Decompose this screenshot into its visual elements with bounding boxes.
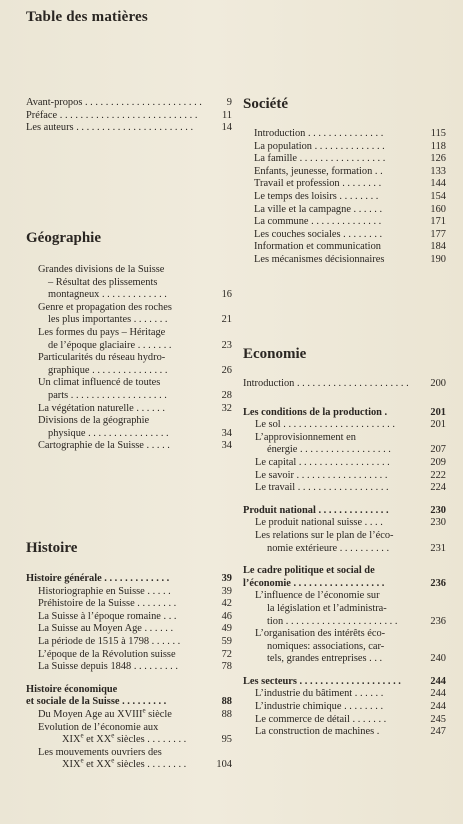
- toc-entry: Les mécanismes décisionnaires 190: [254, 253, 446, 265]
- toc-entry: La Suisse au Moyen Age . . . . . . 49: [38, 623, 232, 635]
- toc-entry: Préface . . . . . . . . . . . . . . . . . . . . . . . . . . . 11: [26, 109, 232, 121]
- societe-list: [254, 128, 446, 267]
- toc-entry: L’influence de l’économie sur la législation et l’administra- tion . . . . . . . . . . . . . . . . . . . . . . 236: [255, 590, 446, 627]
- secteurs-list: [243, 688, 446, 738]
- toc-entry: L’époque de la Révolution suisse 72: [38, 648, 232, 660]
- toc-entry: L’industrie du bâtiment . . . . . . 244: [255, 688, 446, 700]
- toc-entry: La construction de machines . 247: [255, 726, 446, 738]
- front-matter-list: [26, 97, 232, 135]
- toc-entry: La commune . . . . . . . . . . . . . . 171: [254, 216, 446, 228]
- toc-entry: La Suisse à l’époque romaine . . . 46: [38, 610, 232, 622]
- toc-entry: La période de 1515 à 1798 . . . . . . 59: [38, 635, 232, 647]
- toc-entry: Evolution de l’économie aux XIXe et XXe siècles . . . . . . . . 95: [38, 721, 232, 746]
- toc-subheading: Le cadre politique et social de l’économie . . . . . . . . . . . . . . . . . . 236: [243, 565, 446, 589]
- toc-entry: Le commerce de détail . . . . . . . 245: [255, 713, 446, 725]
- toc-entry: Les mouvements ouvriers des XIXe et XXe siècles . . . . . . . . 104: [38, 746, 232, 771]
- cadre-list: [243, 590, 446, 666]
- conditions-list: [243, 419, 446, 495]
- toc-entry: Grandes divisions de la Suisse – Résultat des plissements montagneux . . . . . . . . . . . . . 16: [38, 264, 232, 301]
- toc-entry: La famille . . . . . . . . . . . . . . . . . 126: [254, 153, 446, 165]
- toc-entry: Les couches sociales . . . . . . . . 177: [254, 228, 446, 240]
- geographie-list: [38, 264, 232, 453]
- toc-entry: Genre et propagation des roches les plus importantes . . . . . . . 21: [38, 301, 232, 326]
- section-heading-geographie: Géographie: [26, 230, 101, 246]
- toc-subheading: Produit national . . . . . . . . . . . . . . 230: [243, 504, 446, 516]
- toc-entry: Du Moyen Age au XVIIIe siècle 88: [38, 706, 232, 720]
- toc-entry: Un climat influencé de toutes parts . . . . . . . . . . . . . . . . . . . 28: [38, 377, 232, 401]
- toc-entry: Historiographie en Suisse . . . . . 39: [38, 585, 232, 597]
- toc-entry: La ville et la campagne . . . . . . 160: [254, 203, 446, 215]
- toc-entry: Les formes du pays – Héritage de l’époque glaciaire . . . . . . . 23: [38, 326, 232, 351]
- toc-subheading: Les conditions de la production . 201: [243, 406, 446, 418]
- section-heading-societe: Société: [243, 96, 288, 112]
- toc-entry: Le capital . . . . . . . . . . . . . . . . . . 209: [255, 456, 446, 468]
- section-heading-histoire: Histoire: [26, 540, 78, 556]
- page-title: Table des matières: [26, 9, 148, 25]
- toc-entry: Enfants, jeunesse, formation . . 133: [254, 165, 446, 177]
- toc-entry: Le sol . . . . . . . . . . . . . . . . . . . . . . 201: [255, 419, 446, 431]
- toc-entry: La Suisse depuis 1848 . . . . . . . . . 78: [38, 661, 232, 673]
- toc-entry: Préhistoire de la Suisse . . . . . . . . 42: [38, 598, 232, 610]
- toc-entry: L’approvisionnement en énergie . . . . . . . . . . . . . . . . . . 207: [255, 431, 446, 456]
- toc-entry: Le temps des loisirs . . . . . . . . 154: [254, 190, 446, 202]
- toc-entry: Travail et profession . . . . . . . . 144: [254, 178, 446, 190]
- toc-entry: L’organisation des intérêts éco- nomiques: associations, car- tels, grandes entreprises . . . 240: [255, 628, 446, 665]
- toc-subheading: Histoire générale . . . . . . . . . . . . . 39: [26, 573, 232, 584]
- toc-subheading: Les secteurs . . . . . . . . . . . . . . . . . . . . 244: [243, 675, 446, 687]
- economie-list: [243, 378, 446, 739]
- toc-entry: Le produit national suisse . . . . 230: [255, 517, 446, 529]
- toc-entry: Le travail . . . . . . . . . . . . . . . . . . 224: [255, 482, 446, 494]
- toc-entry: Avant-propos . . . . . . . . . . . . . . . . . . . . . . . 9: [26, 97, 232, 108]
- toc-entry: L’industrie chimique . . . . . . . . 244: [255, 701, 446, 713]
- toc-entry: Introduction . . . . . . . . . . . . . . . . . . . . . . 200: [243, 378, 446, 389]
- toc-entry: La végétation naturelle . . . . . . 32: [38, 402, 232, 414]
- toc-subheading: Histoire économique et sociale de la Suisse . . . . . . . . . 88: [26, 683, 232, 708]
- toc-entry: Introduction . . . . . . . . . . . . . . . 115: [254, 128, 446, 139]
- toc-entry: Les auteurs . . . . . . . . . . . . . . . . . . . . . . . 14: [26, 122, 232, 134]
- histoire-generale-list: [26, 586, 232, 674]
- toc-entry: Cartographie de la Suisse . . . . . 34: [38, 440, 232, 452]
- histoire-eco-list: [26, 706, 232, 772]
- toc-entry: La population . . . . . . . . . . . . . . 118: [254, 140, 446, 152]
- toc-entry: Particularités du réseau hydro- graphique . . . . . . . . . . . . . . . 26: [38, 352, 232, 376]
- histoire-list: [26, 573, 232, 772]
- section-heading-economie: Economie: [243, 346, 307, 362]
- toc-entry: Le savoir . . . . . . . . . . . . . . . . . . 222: [255, 469, 446, 481]
- toc-entry: Divisions de la géographie physique . . . . . . . . . . . . . . . . 34: [38, 415, 232, 439]
- produit-list: [243, 517, 446, 555]
- toc-entry: Information et communication 184: [254, 241, 446, 253]
- toc-entry: Les relations sur le plan de l’éco- nomie extérieure . . . . . . . . . . 231: [255, 529, 446, 554]
